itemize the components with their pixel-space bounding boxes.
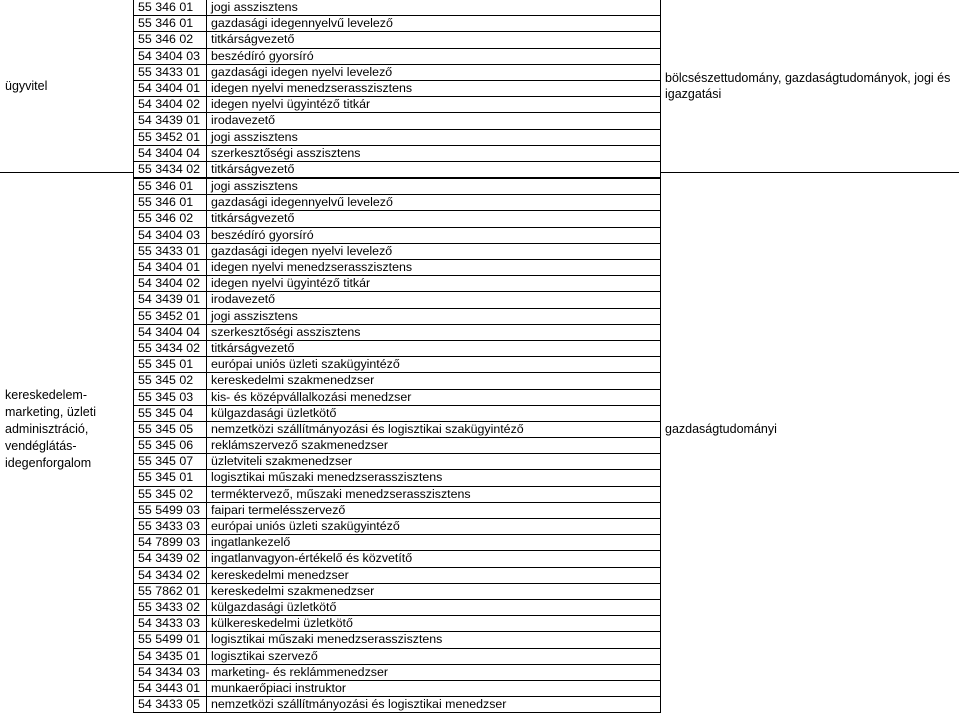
table-row (133, 616, 661, 632)
category-line: vendéglátás- (5, 438, 77, 453)
table-row (133, 113, 661, 129)
qualification-code: 55 345 01 (138, 470, 194, 485)
qualification-name: terméktervező, műszaki menedzserasszisztens (206, 487, 471, 502)
qualification-code: 55 5499 03 (138, 502, 201, 517)
qualification-name: külgazdasági üzletkötő (206, 406, 336, 421)
qualification-code: 55 345 06 (138, 438, 194, 453)
qualification-code: 54 3439 02 (138, 551, 201, 566)
qualification-name: gazdasági idegennyelvű levelező (206, 16, 393, 31)
qualification-code: 54 3404 01 (138, 80, 201, 95)
qualification-code: 54 3434 03 (138, 664, 201, 679)
table-row (133, 276, 661, 292)
qualification-code: 55 5499 01 (138, 632, 201, 647)
qualification-name: beszédíró gyorsíró (206, 49, 314, 64)
category-line: adminisztráció, (5, 421, 89, 436)
table-row (133, 146, 661, 162)
table-row (133, 309, 661, 325)
table-row (133, 341, 661, 357)
qualification-name: marketing- és reklámmenedzser (206, 665, 388, 680)
qualification-code: 54 3404 01 (138, 260, 201, 274)
qualification-name: titkárságvezető (206, 162, 294, 177)
qualification-name: gazdasági idegennyelvű levelező (206, 195, 393, 210)
table-row (133, 681, 661, 697)
qualification-code: 55 346 01 (138, 195, 194, 210)
qualification-code: 55 346 02 (138, 32, 194, 47)
table-row (133, 422, 661, 438)
table-row (133, 130, 661, 146)
qualification-name: logisztikai műszaki menedzserasszisztens (206, 632, 442, 647)
qualification-code: 55 345 01 (138, 357, 194, 372)
table-row (133, 649, 661, 665)
table-row (133, 260, 661, 276)
qualification-name: nemzetközi szállítmányozási és logisztikai szakügyintéző (206, 422, 524, 437)
qualification-code: 54 3404 04 (138, 324, 201, 339)
qualification-name: logisztikai szervező (206, 649, 318, 664)
table-row (133, 65, 661, 81)
category-cell-kereskedelem (0, 172, 134, 686)
qualification-code: 54 3404 02 (138, 276, 201, 291)
qualification-code: 55 346 01 (138, 16, 194, 31)
qualification-code: 55 345 04 (138, 405, 194, 420)
qualification-name: beszédíró gyorsíró (206, 228, 314, 243)
qualification-code: 55 346 01 (138, 0, 194, 14)
table-row (133, 503, 661, 519)
qualification-code: 54 7899 03 (138, 535, 201, 550)
qualification-code: 54 3435 01 (138, 648, 201, 663)
qualification-code: 55 7862 01 (138, 583, 201, 598)
qualification-name: idegen nyelvi ügyintéző titkár (206, 97, 370, 112)
qualification-name: kereskedelmi szakmenedzser (206, 373, 374, 388)
qualification-name: európai uniós üzleti szakügyintéző (206, 357, 400, 372)
category-cell-ugyvitel (0, 0, 134, 173)
qualification-code: 55 3452 01 (138, 129, 201, 144)
table-row (133, 16, 661, 32)
field-label: bölcsészettudomány, gazdaságtudományok, jogi és igazgatási (665, 71, 951, 101)
qualification-code: 55 345 02 (138, 373, 194, 388)
qualification-name: idegen nyelvi menedzserasszisztens (206, 260, 412, 275)
qualification-name: munkaerőpiaci instruktor (206, 681, 346, 696)
qualification-name: irodavezető (206, 292, 275, 307)
qualification-code: 54 3404 02 (138, 97, 201, 112)
table-row (133, 470, 661, 486)
qualification-code: 55 346 02 (138, 211, 194, 226)
table-row (133, 697, 661, 713)
qualification-name: jogi asszisztens (206, 130, 298, 145)
table-row (133, 195, 661, 211)
qualification-name: reklámszervező szakmenedzser (206, 438, 388, 453)
table-row (133, 535, 661, 551)
table-row (133, 665, 661, 681)
qualification-name: jogi asszisztens (206, 179, 298, 194)
table-row (133, 162, 661, 179)
table-row (133, 357, 661, 373)
qualification-code: 54 3439 01 (138, 292, 201, 307)
field-cell-top (661, 0, 959, 173)
table-row (133, 179, 661, 195)
qualification-name: nemzetközi szállítmányozási és logisztikai menedzser (206, 697, 506, 712)
qualification-name: kereskedelmi menedzser (206, 568, 349, 583)
qualification-name: idegen nyelvi ügyintéző titkár (206, 276, 370, 291)
qualification-name: irodavezető (206, 113, 275, 128)
qualification-code: 54 3433 05 (138, 697, 201, 712)
qualification-code: 54 3404 03 (138, 227, 201, 242)
table-row (133, 0, 661, 16)
qualification-name: gazdasági idegen nyelvi levelező (206, 244, 392, 259)
table-row (133, 632, 661, 648)
table-row (133, 244, 661, 260)
qualification-name: jogi asszisztens (206, 309, 298, 324)
qualification-name: titkárságvezető (206, 211, 294, 226)
table-row (133, 373, 661, 389)
category-line: idegenforgalom (5, 455, 92, 470)
table-row (133, 32, 661, 48)
qualification-name: kereskedelmi szakmenedzser (206, 584, 374, 599)
qualification-code: 55 3433 02 (138, 599, 201, 614)
field-label: gazdaságtudományi (665, 422, 777, 436)
category-label: ügyvitel (5, 78, 48, 93)
table-row (133, 228, 661, 244)
qualification-name: szerkesztőségi asszisztens (206, 146, 360, 161)
qualification-code: 54 3434 02 (138, 567, 201, 582)
qualification-code: 55 3434 02 (138, 340, 201, 355)
qualification-code: 55 345 07 (138, 454, 194, 469)
qualification-name: titkárságvezető (206, 32, 294, 47)
table-row (133, 487, 661, 503)
qualification-code: 55 3433 03 (138, 519, 201, 533)
table-row (133, 390, 661, 406)
qualification-name: gazdasági idegen nyelvi levelező (206, 65, 392, 80)
table-row (133, 584, 661, 600)
qualification-code: 54 3404 04 (138, 145, 201, 160)
qualification-name: üzletviteli szakmenedzser (206, 454, 352, 469)
table-row (133, 325, 661, 341)
table-row (133, 551, 661, 567)
table-row (133, 600, 661, 616)
qualification-code: 55 345 03 (138, 389, 194, 404)
qualification-name: titkárságvezető (206, 341, 294, 356)
qualification-name: logisztikai műszaki menedzserasszisztens (206, 470, 442, 485)
qualification-name: ingatlanvagyon-értékelő és közvetítő (206, 551, 412, 566)
table-row (133, 211, 661, 227)
qualification-code: 54 3404 03 (138, 48, 201, 63)
table-row (133, 406, 661, 422)
qualification-code: 54 3439 01 (138, 113, 201, 128)
table-row (133, 97, 661, 113)
qualification-code: 54 3443 01 (138, 680, 201, 695)
table-row (133, 519, 661, 535)
qualification-code: 54 3433 03 (138, 616, 201, 631)
qualification-name: külkereskedelmi üzletkötő (206, 616, 353, 631)
qualification-name: idegen nyelvi menedzserasszisztens (206, 81, 412, 96)
table-row (133, 49, 661, 65)
qualification-code: 55 3433 01 (138, 64, 201, 79)
table-row (133, 81, 661, 97)
qualification-code: 55 3452 01 (138, 308, 201, 323)
qualification-name: kis- és középvállalkozási menedzser (206, 390, 411, 405)
qualification-name: faipari termelésszervező (206, 503, 345, 518)
qualification-name: európai uniós üzleti szakügyintéző (206, 519, 400, 534)
qualification-code: 55 3433 01 (138, 243, 201, 258)
qualification-code: 55 345 02 (138, 486, 194, 501)
table-row (133, 454, 661, 470)
table-row (133, 292, 661, 308)
qualification-name: külgazdasági üzletkötő (206, 600, 336, 615)
field-cell-bottom (661, 172, 959, 686)
qualification-code: 55 3434 02 (138, 161, 201, 176)
category-line: marketing, üzleti (5, 404, 97, 419)
table-row (133, 438, 661, 454)
category-label (0, 387, 96, 472)
qualification-code: 55 346 01 (138, 179, 194, 194)
category-line: kereskedelem- (5, 387, 87, 402)
table-row (133, 568, 661, 584)
qualification-code: 55 345 05 (138, 421, 194, 436)
qualification-table (133, 0, 661, 713)
qualification-name: szerkesztőségi asszisztens (206, 325, 360, 340)
qualification-name: ingatlankezelő (206, 535, 290, 550)
qualification-name: jogi asszisztens (206, 0, 298, 15)
